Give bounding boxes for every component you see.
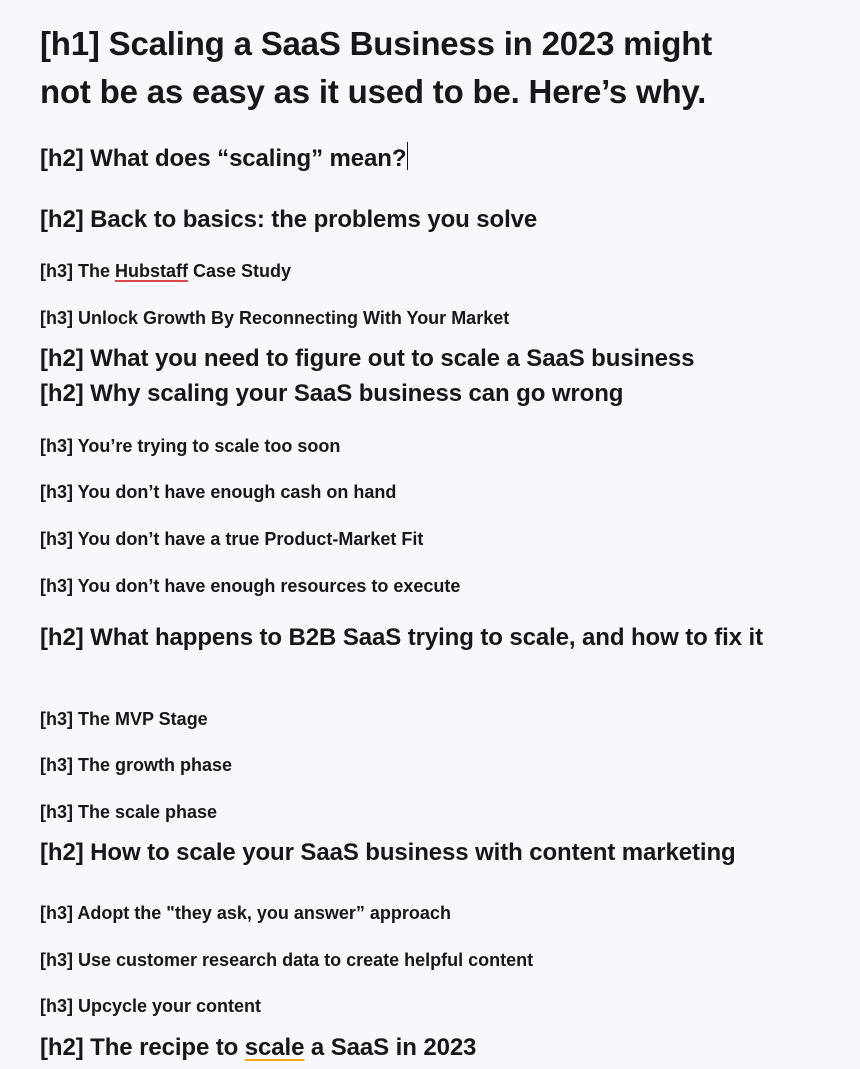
text-cursor [407, 142, 408, 170]
h2-heading[interactable]: [h2] What happens to B2B SaaS trying to scale, and how to fix it [40, 624, 764, 651]
h1-heading-line-2[interactable]: not be as easy as it used to be. Here’s why. [40, 73, 707, 110]
heading-text-suffix: a SaaS in 2023 [304, 1034, 477, 1061]
heading-text-prefix: [h2] The recipe to [40, 1034, 245, 1061]
h3-heading[interactable]: [h3] Upcycle your content [40, 996, 262, 1016]
h3-heading[interactable]: [h3] You don’t have enough cash on hand [40, 482, 397, 502]
h3-heading[interactable]: [h3] You don’t have a true Product-Market Fit [40, 529, 424, 549]
h3-heading[interactable]: [h3] Unlock Growth By Reconnecting With Your Market [40, 308, 510, 328]
h2-heading[interactable]: [h2] Back to basics: the problems you solve [40, 206, 538, 233]
h3-heading[interactable]: [h3] Adopt the "they ask, you answer” approach [40, 903, 451, 923]
h2-heading[interactable] [40, 1030, 476, 1066]
h3-heading[interactable] [40, 259, 291, 283]
h1-heading-line-1[interactable]: [h1] Scaling a SaaS Business in 2023 might [40, 25, 712, 62]
h2-heading[interactable]: [h2] What you need to figure out to scale a SaaS business [40, 345, 695, 372]
heading-text-suffix: Case Study [188, 261, 292, 281]
heading-text: [h2] What does “scaling” mean? [40, 145, 407, 172]
h3-heading[interactable]: [h3] The MVP Stage [40, 709, 208, 729]
h3-heading[interactable]: [h3] You don’t have enough resources to execute [40, 576, 461, 596]
grammar-flag[interactable]: scale [244, 1034, 305, 1061]
h2-heading[interactable]: [h2] Why scaling your SaaS business can go wrong [40, 380, 624, 407]
h3-heading[interactable]: [h3] You’re trying to scale too soon [40, 436, 341, 456]
h3-heading[interactable]: [h3] The growth phase [40, 755, 233, 775]
spellcheck-flag[interactable]: Hubstaff [115, 261, 188, 281]
h2-heading[interactable] [40, 141, 408, 177]
h3-heading[interactable]: [h3] Use customer research data to create helpful content [40, 950, 534, 970]
h2-heading[interactable]: [h2] How to scale your SaaS business with content marketing [40, 839, 736, 866]
h3-heading[interactable]: [h3] The scale phase [40, 802, 218, 822]
heading-text-prefix: [h3] The [40, 261, 115, 281]
